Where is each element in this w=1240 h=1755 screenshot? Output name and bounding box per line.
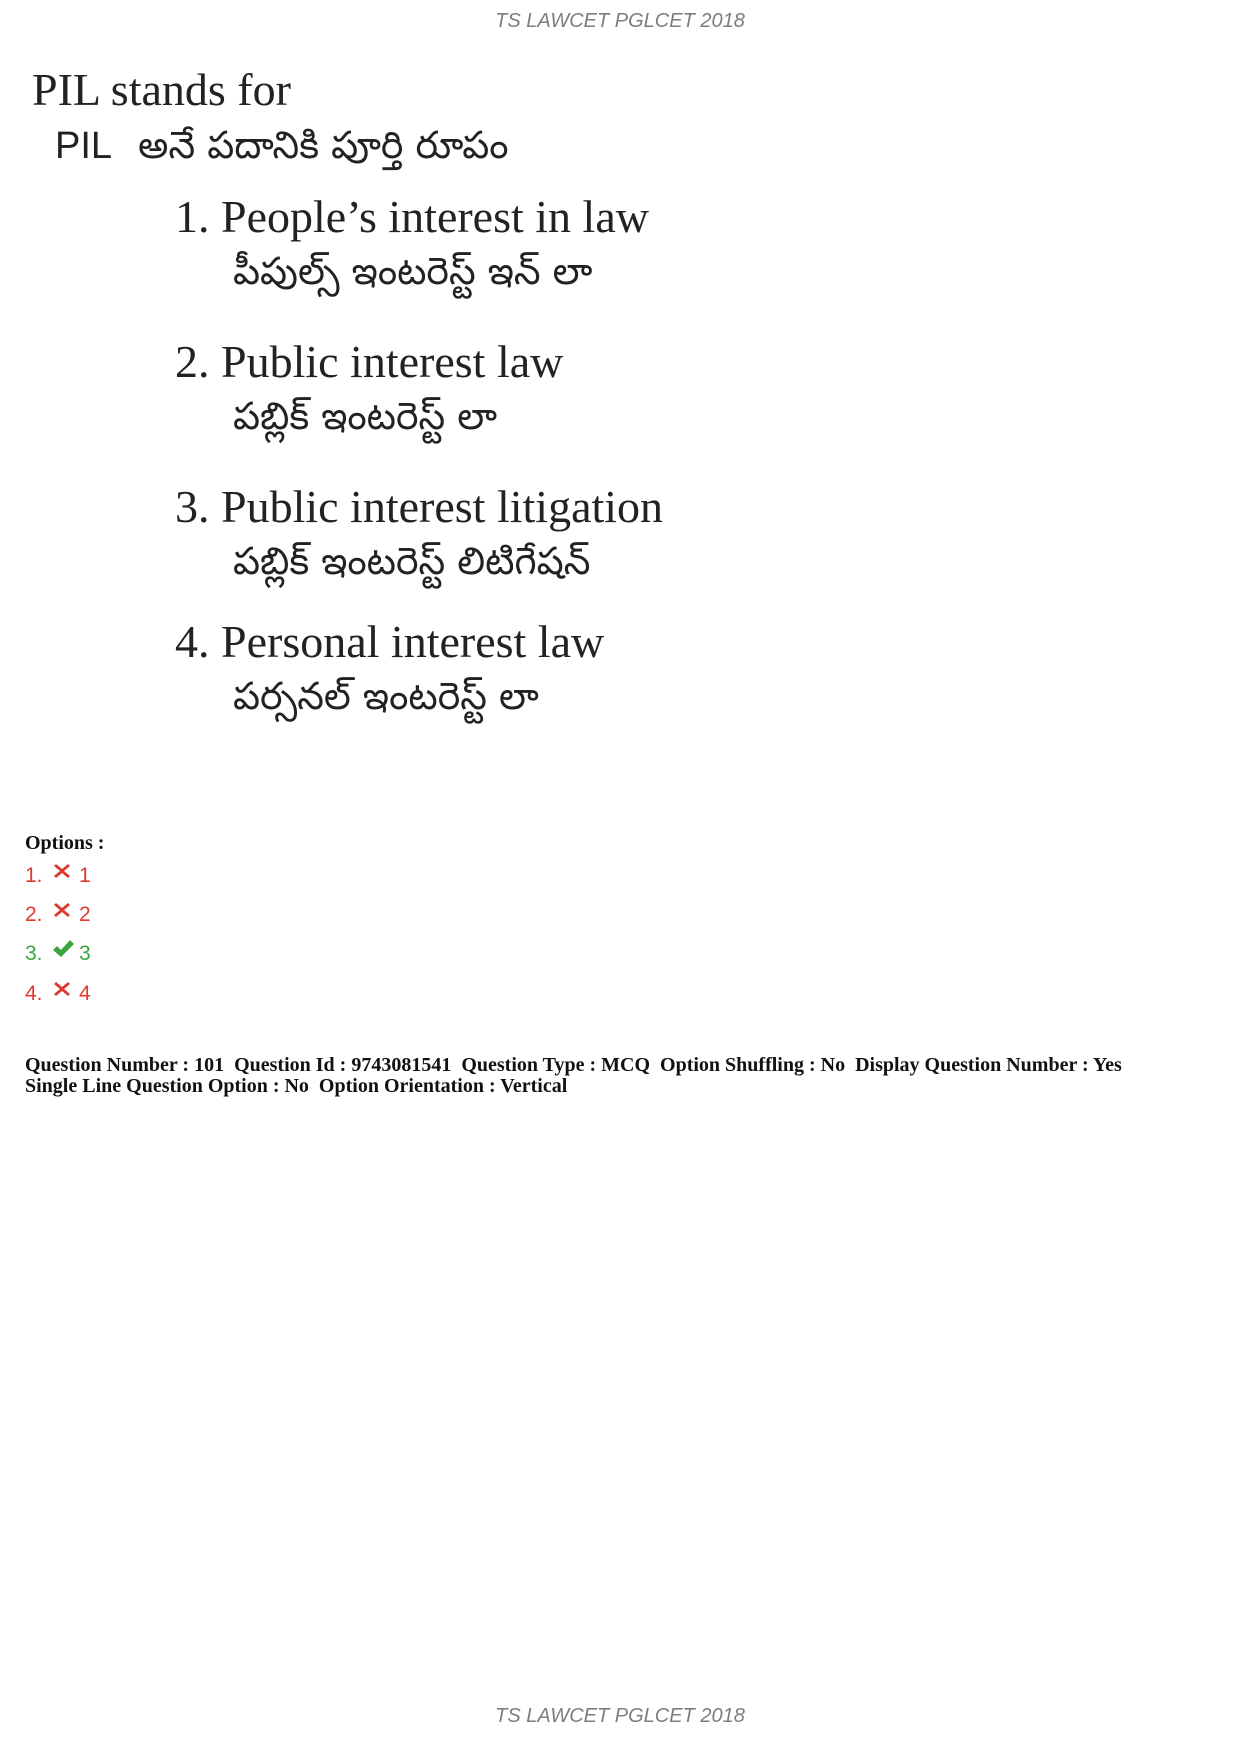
choice-telugu: పబ్లిక్ ఇంటరెస్ట్ లిటిగేషన్: [233, 539, 591, 583]
choice-english: 4. Personal interest law: [175, 616, 605, 667]
choice-telugu: పర్సనల్ ఇంటరెస్ట్ లా: [233, 674, 539, 718]
question-metadata-line-2: Single Line Question Option : No Option Orientation : Vertical: [25, 1075, 568, 1097]
choice-telugu: పబ్లిక్ ఇంటరెస్ట్ లా: [233, 394, 498, 438]
cross-icon: [51, 860, 79, 882]
question-metadata-line-1: Question Number : 101 Question Id : 9743081541 Question Type : MCQ Option Shuffling : No Display Question Number : Yes: [25, 1054, 1122, 1076]
question-title-english: PIL stands for: [32, 64, 291, 115]
question-image: [25, 55, 745, 825]
page-header: TS LAWCET PGLCET 2018: [495, 10, 745, 32]
cross-icon: [51, 899, 79, 921]
option-2: [25, 903, 91, 927]
option-number: 3.: [25, 942, 43, 965]
cross-icon: [51, 978, 79, 1000]
option-number: 4.: [25, 982, 43, 1005]
question-choice-2: [175, 335, 563, 448]
choice-telugu: పీపుల్స్ ఇంటరెస్ట్ ఇన్ లా: [233, 249, 593, 293]
choice-english: 3. Public interest litigation: [175, 481, 664, 532]
option-value: 1: [79, 864, 91, 887]
options-label: Options :: [25, 832, 105, 854]
question-title-abbr: PIL: [55, 125, 113, 167]
question-title-telugu-text: అనే పదానికి పూర్తి రూపం: [138, 123, 509, 167]
question-choice-3: [175, 480, 663, 593]
question-metadata: [25, 1055, 1225, 1097]
question-choice-1: [175, 190, 649, 303]
option-value: 3: [79, 942, 91, 965]
option-value: 2: [79, 903, 91, 926]
option-number: 1.: [25, 864, 43, 887]
choice-english: 1. People’s interest in law: [175, 191, 649, 242]
check-icon: [51, 938, 79, 960]
choice-english: 2. Public interest law: [175, 336, 564, 387]
option-3: [25, 942, 91, 966]
option-number: 2.: [25, 903, 43, 926]
option-1: [25, 864, 91, 888]
option-4: [25, 982, 91, 1006]
option-value: 4: [79, 982, 91, 1005]
question-title-telugu: [55, 123, 509, 177]
question-choice-4: [175, 615, 604, 728]
page-footer: TS LAWCET PGLCET 2018: [495, 1705, 745, 1727]
